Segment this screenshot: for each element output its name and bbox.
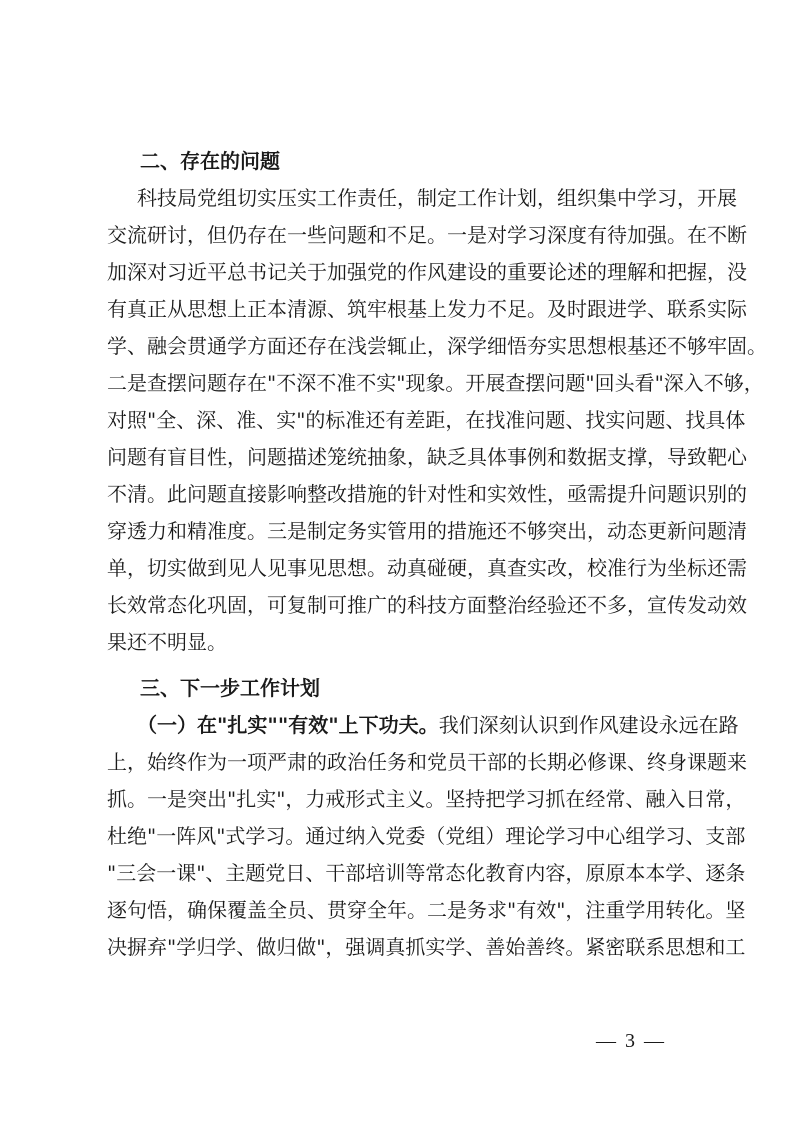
section-next-plan bbox=[107, 670, 747, 966]
section-heading: 三、下一步工作计划 bbox=[140, 676, 320, 700]
text-line: 单，切实做到见人见事见思想。动真碰硬，真查实改，校准行为坐标还需 bbox=[107, 556, 747, 580]
text-line: 问题有盲目性，问题描述笼统抽象，缺乏具体事例和数据支撑，导致靶心 bbox=[107, 445, 747, 469]
text-line: 科技局党组切实压实工作责任，制定工作计划，组织集中学习，开展 bbox=[137, 186, 737, 210]
text-line: 杜绝"一阵风"式学习。通过纳入党委（党组）理论学习中心组学习、支部 bbox=[107, 824, 746, 848]
text-line: 果还不明显。 bbox=[107, 630, 227, 654]
text-line: 抓。一是突出"扎实"，力戒形式主义。坚持把学习抓在经常、融入日常， bbox=[107, 787, 746, 811]
paragraph-first-line bbox=[107, 707, 739, 744]
text-line: 上，始终作为一项严肃的政治任务和党员干部的长期必修课、终身课题来 bbox=[107, 750, 747, 774]
page-number: — 3 — bbox=[596, 1030, 666, 1052]
text-line: 加深对习近平总书记关于加强党的作风建设的重要论述的理解和把握，没 bbox=[107, 260, 747, 284]
section-heading: 二、存在的问题 bbox=[140, 149, 280, 173]
text-line: 决摒弃"学归学、做归做"，强调真抓实学、善始善终。紧密联系思想和工 bbox=[107, 935, 746, 959]
text-line: 二是查摆问题存在"不深不准不实"现象。开展查摆问题"回头看"深入不够， bbox=[107, 371, 764, 395]
text-line: 对照"全、深、准、实"的标准还有差距，在找准问题、找实问题、找具体 bbox=[107, 408, 746, 432]
text-line: 有真正从思想上正本清源、筑牢根基上发力不足。及时跟进学、联系实际 bbox=[107, 297, 747, 321]
text-line: 逐句悟，确保覆盖全员、贯穿全年。二是务求"有效"，注重学用转化。坚 bbox=[107, 898, 746, 922]
text-line: "三会一课"、主题党日、干部培训等常态化教育内容，原原本本学、逐条 bbox=[107, 861, 746, 885]
text-line: 不清。此问题直接影响整改措施的针对性和实效性，亟需提升问题识别的 bbox=[107, 482, 747, 506]
paragraph bbox=[107, 744, 747, 966]
text-line: 长效常态化巩固，可复制可推广的科技方面整治经验还不多，宣传发动效 bbox=[107, 593, 747, 617]
text-line: 穿透力和精准度。三是制定务实管用的措施还不够突出，动态更新问题清 bbox=[107, 519, 747, 543]
text-line: 交流研讨，但仍存在一些问题和不足。一是对学习深度有待加强。在不断 bbox=[107, 223, 747, 247]
paragraph bbox=[107, 180, 767, 661]
text: 我们深刻认识到作风建设永远在路 bbox=[438, 713, 739, 737]
text-line: 学、融会贯通学方面还存在浅尝辄止，深学细悟夯实思想根基还不够牢固。 bbox=[107, 334, 767, 358]
section-existing-problems bbox=[107, 143, 767, 661]
subheading: （一）在"扎实""有效"上下功夫。 bbox=[137, 713, 439, 737]
